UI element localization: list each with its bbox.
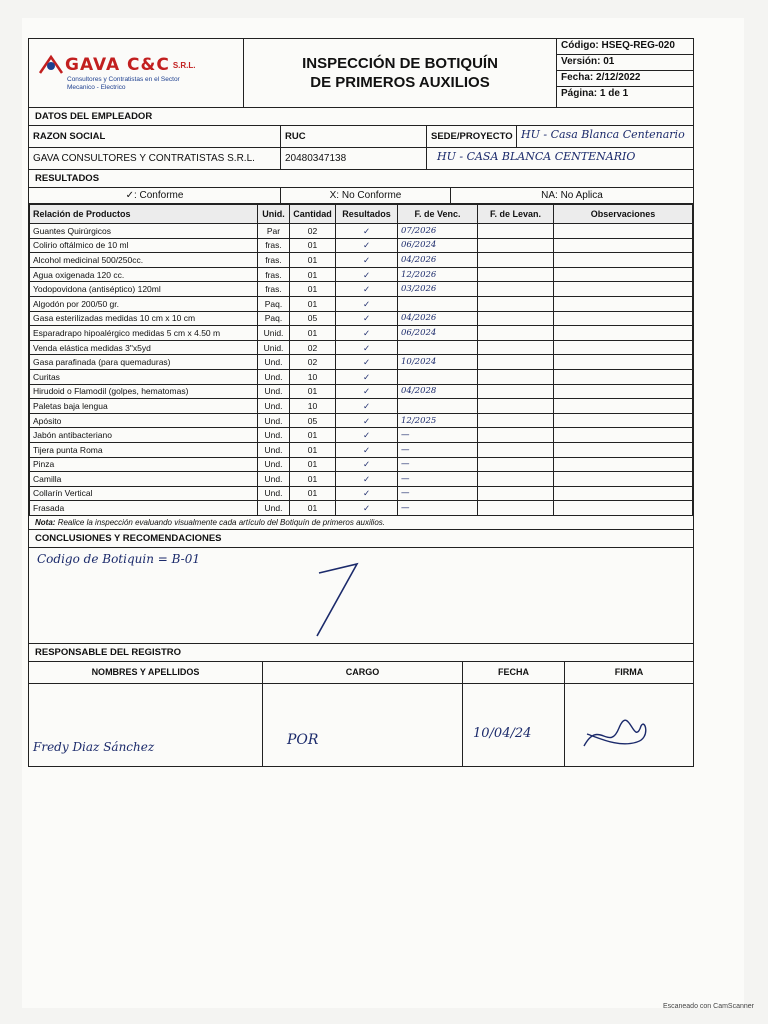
responsible-values-row — [29, 684, 693, 766]
product-unit: fras. — [258, 238, 290, 253]
observations — [554, 253, 693, 268]
product-name: Camilla — [30, 472, 258, 487]
observations — [554, 369, 693, 384]
product-qty: 01 — [290, 442, 336, 457]
table-row — [30, 369, 693, 384]
meta-version: Versión: 01 — [557, 55, 693, 71]
lift-date — [478, 457, 554, 472]
table-row — [30, 399, 693, 414]
product-name: Collarín Vertical — [30, 486, 258, 501]
expiry-date: 06/2024 — [398, 238, 478, 253]
product-name: Gasa esterilizadas medidas 10 cm x 10 cm — [30, 311, 258, 326]
checkmark-icon: ✓ — [362, 313, 371, 324]
checkmark-icon: ✓ — [362, 284, 371, 295]
sede-label: SEDE/PROYECTO — [427, 126, 517, 147]
table-row — [30, 296, 693, 311]
lift-date — [478, 501, 554, 516]
ruc-label: RUC — [281, 126, 427, 147]
col-fecha: FECHA — [463, 662, 565, 683]
product-name: Algodón por 200/50 gr. — [30, 296, 258, 311]
observations — [554, 311, 693, 326]
result-check — [336, 399, 398, 414]
product-qty: 01 — [290, 267, 336, 282]
table-row — [30, 442, 693, 457]
legend-no-conforme: X: No Conforme — [281, 188, 451, 203]
product-name: Apósito — [30, 413, 258, 428]
result-check — [336, 340, 398, 355]
result-check — [336, 224, 398, 239]
expiry-date: 03/2026 — [398, 282, 478, 297]
table-row — [30, 326, 693, 341]
col-firma: FIRMA — [614, 666, 644, 677]
product-name: Hirudoid o Flamodil (golpes, hematomas) — [30, 384, 258, 399]
checkmark-icon: ✓ — [362, 225, 371, 236]
inspection-form — [28, 38, 694, 767]
camscanner-watermark: Escaneado con CamScanner — [662, 1003, 754, 1010]
note-text: Realice la inspección evaluando visualmente cada artículo del Botiquín de primeros auxilios. — [57, 517, 385, 527]
result-check — [336, 428, 398, 443]
expiry-date: — — [398, 472, 478, 487]
expiry-date — [398, 369, 478, 384]
observations — [554, 472, 693, 487]
lift-date — [478, 282, 554, 297]
product-unit: Paq. — [258, 311, 290, 326]
result-check — [336, 311, 398, 326]
checkmark-icon: ✓ — [362, 503, 371, 514]
product-qty: 01 — [290, 253, 336, 268]
product-qty: 01 — [290, 326, 336, 341]
table-row — [30, 340, 693, 355]
inspection-note — [29, 516, 693, 530]
checkmark-icon: ✓ — [362, 488, 371, 499]
legend-conforme: ✓: Conforme — [29, 188, 281, 203]
product-unit: Par — [258, 224, 290, 239]
product-unit: Und. — [258, 428, 290, 443]
checkmark-icon: ✓ — [362, 473, 371, 484]
meta-fecha: Fecha: 2/12/2022 — [557, 71, 693, 87]
product-name: Alcohol medicinal 500/250cc. — [30, 253, 258, 268]
legend-no-aplica: NA: No Aplica — [541, 190, 603, 201]
product-unit: Und. — [258, 384, 290, 399]
product-name: Jabón antibacteriano — [30, 428, 258, 443]
product-name: Pinza — [30, 457, 258, 472]
observations — [554, 501, 693, 516]
lift-date — [478, 253, 554, 268]
lift-date — [478, 472, 554, 487]
observations — [554, 457, 693, 472]
product-qty: 01 — [290, 238, 336, 253]
result-check — [336, 355, 398, 370]
observations — [554, 355, 693, 370]
table-row — [30, 384, 693, 399]
checkmark-icon: ✓ — [362, 254, 371, 265]
result-check — [336, 296, 398, 311]
form-header — [29, 39, 693, 108]
expiry-date: 07/2026 — [398, 224, 478, 239]
sede-handwritten-2: HU - CASA BLANCA CENTENARIO — [437, 150, 636, 163]
product-unit: fras. — [258, 253, 290, 268]
result-check — [336, 457, 398, 472]
product-qty: 01 — [290, 384, 336, 399]
product-unit: Und. — [258, 486, 290, 501]
checkmark-icon: ✓ — [362, 327, 371, 338]
expiry-date — [398, 399, 478, 414]
expiry-date: 04/2026 — [398, 253, 478, 268]
lift-date — [478, 442, 554, 457]
product-name: Guantes Quirúrgicos — [30, 224, 258, 239]
observations — [554, 238, 693, 253]
result-check — [336, 442, 398, 457]
observations — [554, 224, 693, 239]
table-row — [30, 457, 693, 472]
product-qty: 10 — [290, 369, 336, 384]
document-meta — [557, 39, 693, 107]
table-row — [30, 413, 693, 428]
product-unit: Unid. — [258, 340, 290, 355]
expiry-date: — — [398, 486, 478, 501]
lift-date — [478, 340, 554, 355]
product-qty: 02 — [290, 355, 336, 370]
product-name: Esparadrapo hipoalérgico medidas 5 cm x 4.50 m — [30, 326, 258, 341]
expiry-date: 06/2024 — [398, 326, 478, 341]
logo-text: GAVA C&C — [65, 55, 170, 75]
lift-date — [478, 311, 554, 326]
checkmark-icon: ✓ — [362, 444, 371, 455]
sede-handwritten-1: HU - Casa Blanca Centenario — [521, 128, 685, 141]
lift-date — [478, 267, 554, 282]
observations — [554, 296, 693, 311]
product-unit: Und. — [258, 399, 290, 414]
col-nombres: NOMBRES Y APELLIDOS — [29, 662, 263, 683]
responsible-header-row — [29, 662, 693, 684]
col-observaciones: Observaciones — [554, 205, 693, 224]
checkmark-icon: ✓ — [362, 357, 371, 368]
result-check — [336, 267, 398, 282]
result-check — [336, 253, 398, 268]
conclusions-section-title: CONCLUSIONES Y RECOMENDACIONES — [29, 530, 693, 548]
col-cargo: CARGO — [263, 662, 463, 683]
product-name: Frasada — [30, 501, 258, 516]
col-cantidad: Cantidad — [290, 205, 336, 224]
expiry-date: — — [398, 501, 478, 516]
result-check — [336, 486, 398, 501]
table-row — [30, 238, 693, 253]
conclusions-handwritten: Codigo de Botiquin = B-01 — [37, 551, 200, 566]
product-unit: Und. — [258, 355, 290, 370]
expiry-date — [398, 340, 478, 355]
observations — [554, 282, 693, 297]
signature-scribble-icon — [579, 708, 659, 758]
product-name: Venda elástica medidas 3"x5yd — [30, 340, 258, 355]
logo-tagline-2: Mecanico - Electrico — [67, 84, 126, 91]
expiry-date: 10/2024 — [398, 355, 478, 370]
table-row — [30, 428, 693, 443]
lift-date — [478, 224, 554, 239]
result-check — [336, 472, 398, 487]
product-qty: 01 — [290, 428, 336, 443]
result-check — [336, 369, 398, 384]
product-qty: 02 — [290, 340, 336, 355]
product-qty: 01 — [290, 486, 336, 501]
observations — [554, 442, 693, 457]
product-name: Curitas — [30, 369, 258, 384]
product-qty: 05 — [290, 311, 336, 326]
checkmark-icon: ✓ — [362, 400, 371, 411]
product-qty: 05 — [290, 413, 336, 428]
result-check — [336, 384, 398, 399]
product-unit: Und. — [258, 442, 290, 457]
product-unit: Paq. — [258, 296, 290, 311]
product-qty: 01 — [290, 296, 336, 311]
checkmark-icon: ✓ — [362, 430, 371, 441]
product-unit: fras. — [258, 282, 290, 297]
product-unit: fras. — [258, 267, 290, 282]
employer-labels-row — [29, 126, 693, 148]
title-line-2: DE PRIMEROS AUXILIOS — [310, 74, 490, 91]
product-name: Yodopovidona (antiséptico) 120ml — [30, 282, 258, 297]
table-row — [30, 472, 693, 487]
products-table — [29, 204, 693, 516]
product-name: Paletas baja lengua — [30, 399, 258, 414]
checkmark-icon: ✓ — [362, 386, 371, 397]
lift-date — [478, 296, 554, 311]
observations — [554, 267, 693, 282]
result-check — [336, 238, 398, 253]
observations — [554, 399, 693, 414]
product-unit: Und. — [258, 472, 290, 487]
product-name: Agua oxigenada 120 cc. — [30, 267, 258, 282]
observations — [554, 486, 693, 501]
result-check — [336, 501, 398, 516]
product-qty: 02 — [290, 224, 336, 239]
checkmark-icon: ✓ — [362, 240, 371, 251]
product-unit: Und. — [258, 413, 290, 428]
product-qty: 01 — [290, 501, 336, 516]
logo-emblem-icon — [37, 54, 65, 76]
table-header-row — [30, 205, 693, 224]
table-row — [30, 253, 693, 268]
logo-suffix: S.R.L. — [172, 60, 196, 70]
expiry-date: 12/2026 — [398, 267, 478, 282]
observations — [554, 326, 693, 341]
lift-date — [478, 486, 554, 501]
table-row — [30, 224, 693, 239]
product-unit: Und. — [258, 457, 290, 472]
results-legend — [29, 188, 693, 204]
product-name: Colirio oftálmico de 10 ml — [30, 238, 258, 253]
table-row — [30, 311, 693, 326]
table-row — [30, 267, 693, 282]
responsible-section-title: RESPONSABLE DEL REGISTRO — [29, 644, 693, 662]
note-label: Nota: — [35, 517, 56, 527]
results-section-title: RESULTADOS — [29, 170, 693, 188]
checkmark-icon: ✓ — [362, 415, 371, 426]
conclusions-area — [29, 548, 693, 644]
product-qty: 01 — [290, 282, 336, 297]
responsible-fecha: 10/04/24 — [463, 684, 565, 766]
table-row — [30, 282, 693, 297]
col-producto: Relación de Productos — [30, 205, 258, 224]
expiry-date: — — [398, 442, 478, 457]
expiry-date: 12/2025 — [398, 413, 478, 428]
table-row — [30, 486, 693, 501]
checkmark-icon: ✓ — [362, 459, 371, 470]
title-line-1: INSPECCIÓN DE BOTIQUÍN — [302, 55, 498, 72]
result-check — [336, 326, 398, 341]
product-name: Gasa parafinada (para quemaduras) — [30, 355, 258, 370]
expiry-date: 04/2026 — [398, 311, 478, 326]
product-unit: Und. — [258, 501, 290, 516]
meta-codigo: Código: HSEQ-REG-020 — [557, 39, 693, 55]
observations — [554, 413, 693, 428]
ruc-value: 20480347138 — [281, 148, 427, 169]
lift-date — [478, 399, 554, 414]
lift-date — [478, 326, 554, 341]
checkmark-icon: ✓ — [362, 269, 371, 280]
checkmark-icon: ✓ — [362, 371, 371, 382]
responsible-signature — [565, 684, 693, 766]
col-f-levan: F. de Levan. — [478, 205, 554, 224]
expiry-date — [398, 296, 478, 311]
product-qty: 01 — [290, 472, 336, 487]
logo-tagline-1: Consultores y Contratistas en el Sector — [67, 76, 180, 83]
table-row — [30, 355, 693, 370]
employer-section-title: DATOS DEL EMPLEADOR — [29, 108, 693, 126]
expiry-date: — — [398, 457, 478, 472]
employer-values-row — [29, 148, 693, 170]
checkmark-icon: ✓ — [362, 298, 371, 309]
col-f-venc: F. de Venc. — [398, 205, 478, 224]
lift-date — [478, 238, 554, 253]
product-unit: Und. — [258, 369, 290, 384]
observations — [554, 340, 693, 355]
responsible-name: Fredy Diaz Sánchez — [29, 684, 263, 766]
expiry-date: 04/2028 — [398, 384, 478, 399]
observations — [554, 384, 693, 399]
form-title — [244, 39, 557, 107]
product-qty: 10 — [290, 399, 336, 414]
col-unidad: Unid. — [258, 205, 290, 224]
company-logo — [29, 39, 244, 107]
result-check — [336, 282, 398, 297]
lift-date — [478, 413, 554, 428]
lift-date — [478, 428, 554, 443]
expiry-date: — — [398, 428, 478, 443]
table-row — [30, 501, 693, 516]
razon-social-label: RAZON SOCIAL — [29, 126, 281, 147]
lift-date — [478, 355, 554, 370]
meta-pagina: Página: 1 de 1 — [561, 88, 629, 99]
responsible-cargo: POR — [263, 684, 463, 766]
product-name: Tijera punta Roma — [30, 442, 258, 457]
col-resultados: Resultados — [336, 205, 398, 224]
lift-date — [478, 369, 554, 384]
product-unit: Unid. — [258, 326, 290, 341]
observations — [554, 428, 693, 443]
lift-date — [478, 384, 554, 399]
razon-social-value: GAVA CONSULTORES Y CONTRATISTAS S.R.L. — [29, 148, 281, 169]
result-check — [336, 413, 398, 428]
checkmark-icon: ✓ — [362, 342, 371, 353]
handwritten-slash-icon — [299, 558, 369, 638]
product-qty: 01 — [290, 457, 336, 472]
